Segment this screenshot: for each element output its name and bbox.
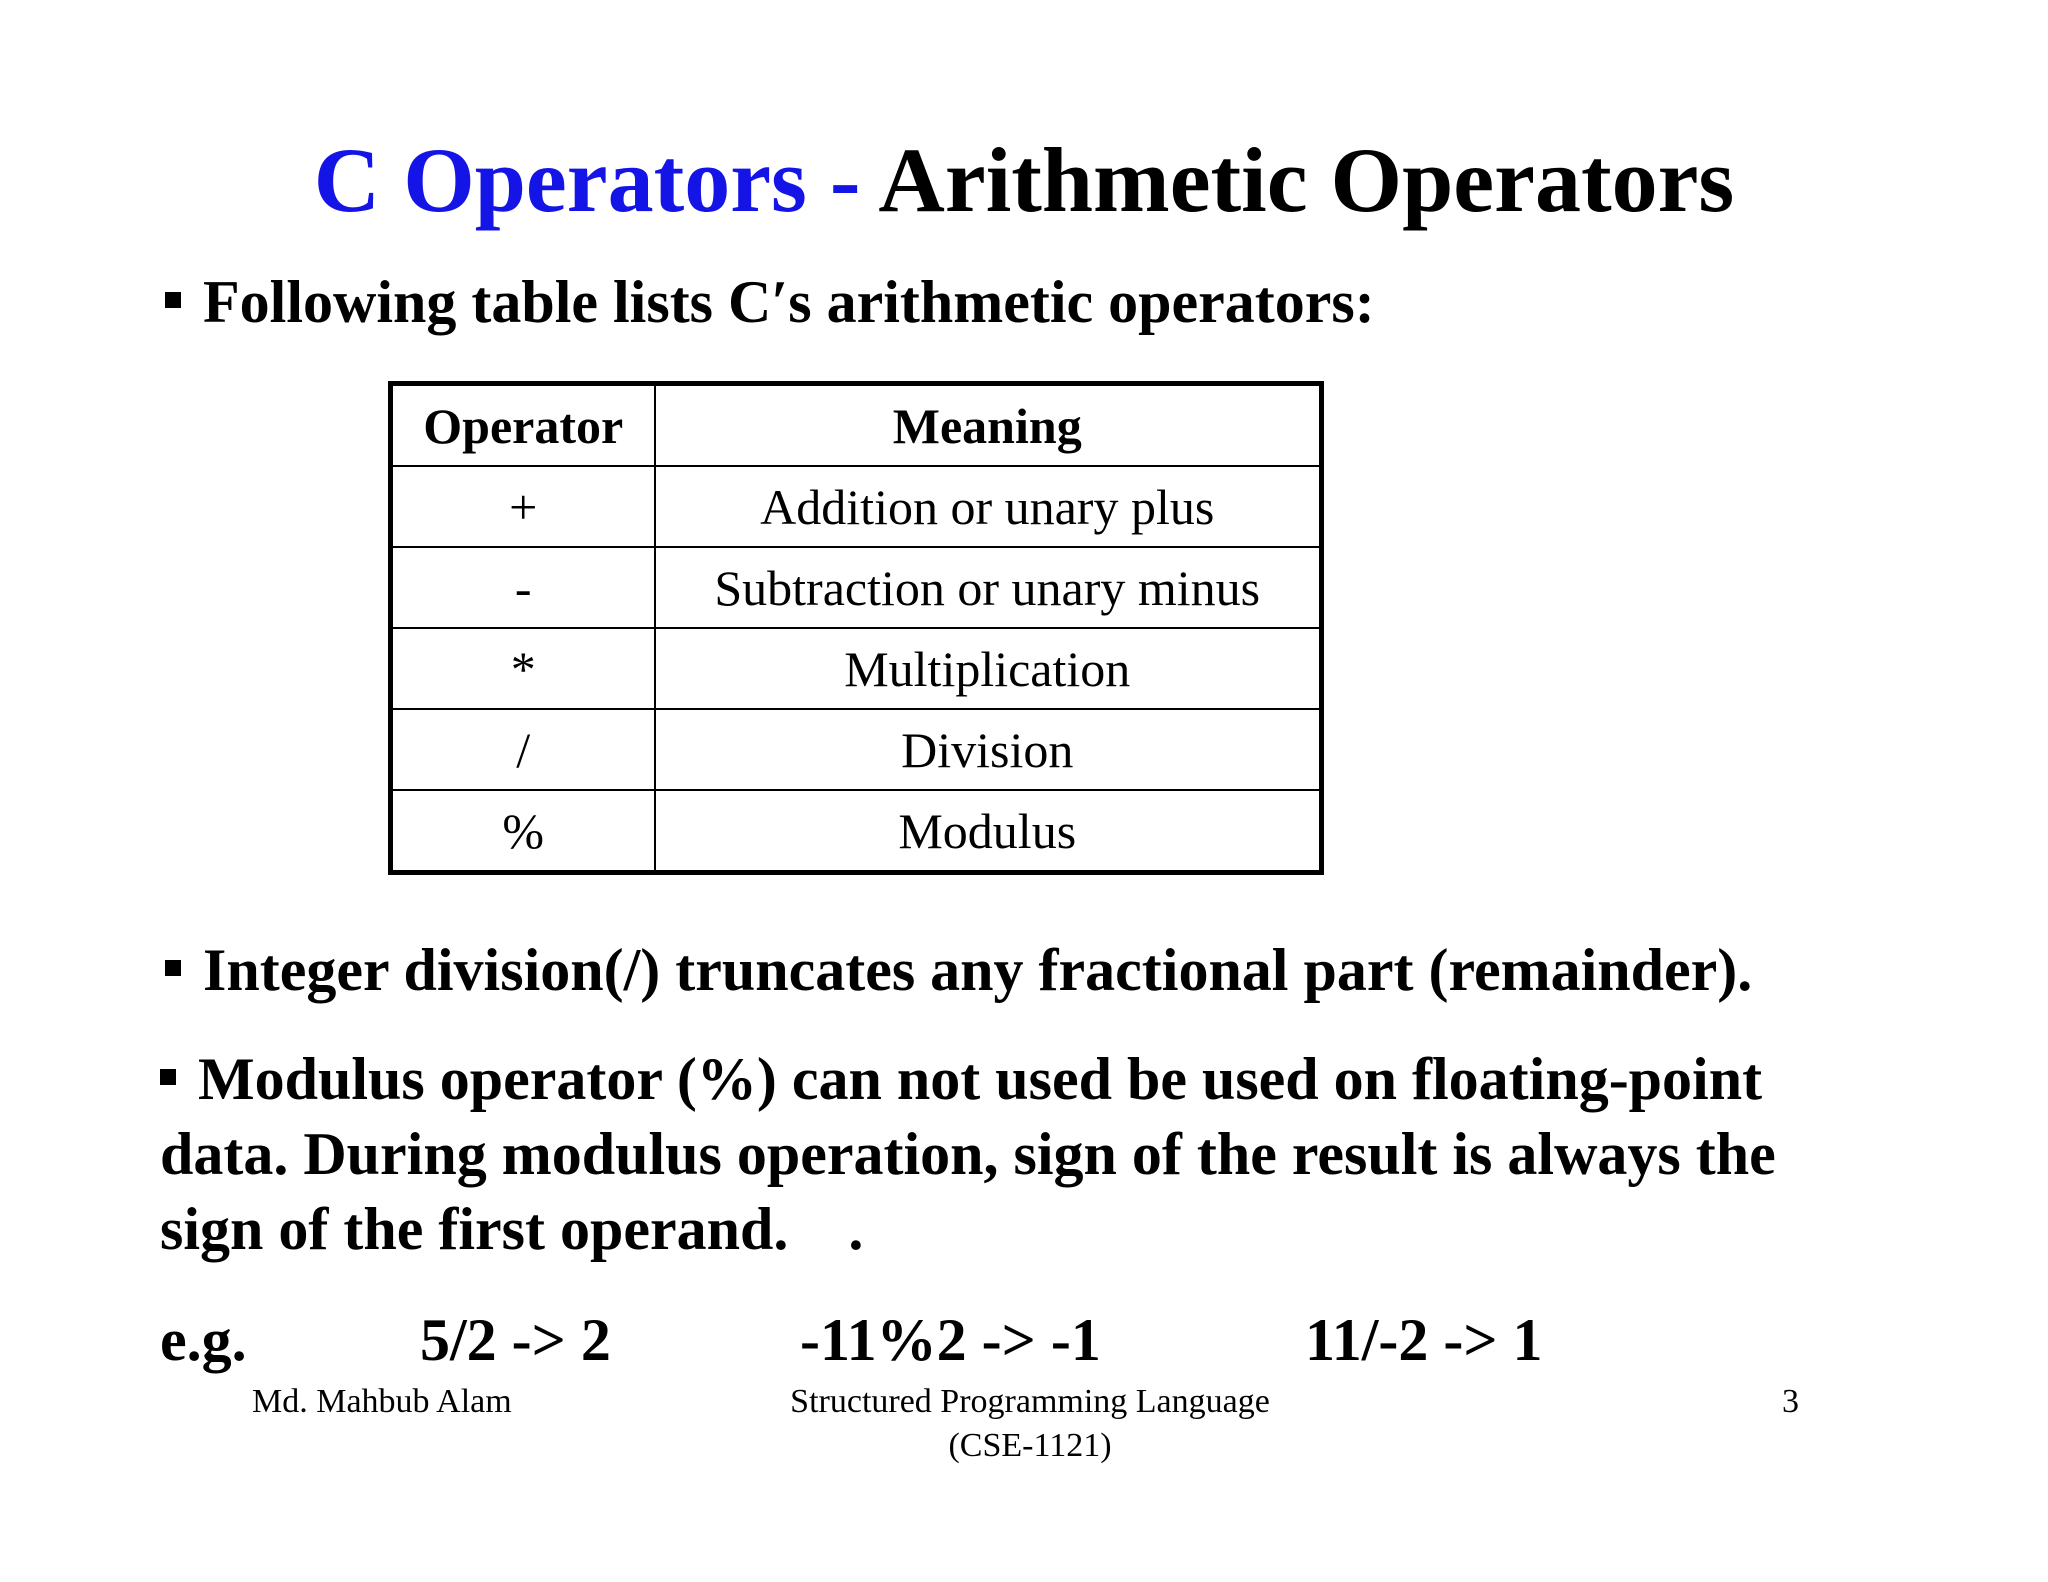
operator-cell: - [391, 547, 655, 628]
bullet-intro-text: Following table lists C′s arithmetic operators: [203, 269, 1375, 335]
modulus-line-2: data. During modulus operation, sign of the result is always the [160, 1121, 1776, 1187]
header-meaning: Meaning [655, 384, 1322, 467]
bullet-integer-division [165, 930, 1752, 1010]
bullet-square-icon [165, 292, 181, 308]
header-operator: Operator [391, 384, 655, 467]
slide-title [0, 125, 2048, 235]
operators-table [388, 381, 1324, 875]
table-row [391, 790, 1322, 873]
footer-author: Md. Mahbub Alam [252, 1383, 512, 1420]
title-separator: - [806, 129, 879, 231]
table-header-row [391, 384, 1322, 467]
table-row [391, 547, 1322, 628]
table-row [391, 709, 1322, 790]
operator-cell: * [391, 628, 655, 709]
bullet-square-icon [160, 1069, 176, 1085]
footer-course-code: (CSE-1121) [948, 1427, 1112, 1464]
meaning-cell: Addition or unary plus [655, 466, 1322, 547]
footer-page-number: 3 [1782, 1383, 1799, 1420]
title-part-c-operators: C Operators [313, 129, 807, 231]
operator-cell: + [391, 466, 655, 547]
footer-course [640, 1380, 1420, 1468]
operator-cell: / [391, 709, 655, 790]
bullet-modulus [160, 1042, 1960, 1267]
modulus-line-1 [160, 1042, 1960, 1117]
modulus-line-1-text: Modulus operator (%) can not used be used on floating-point [198, 1046, 1763, 1112]
meaning-cell: Multiplication [655, 628, 1322, 709]
bullet-intro [165, 262, 1375, 342]
title-part-arithmetic: Arithmetic Operators [878, 129, 1735, 231]
meaning-cell: Division [655, 709, 1322, 790]
footer-course-title: Structured Programming Language [790, 1383, 1270, 1420]
bullet-integer-division-text: Integer division(/) truncates any fractional part (remainder). [203, 937, 1753, 1003]
table-row [391, 628, 1322, 709]
modulus-line-3: sign of the first operand. . [160, 1196, 864, 1262]
meaning-cell: Modulus [655, 790, 1322, 873]
meaning-cell: Subtraction or unary minus [655, 547, 1322, 628]
example-item: 5/2 -> 2 [420, 1307, 611, 1373]
examples-label: e.g. [160, 1307, 247, 1373]
operator-cell: % [391, 790, 655, 873]
example-item: -11%2 -> -1 [800, 1307, 1101, 1373]
bullet-square-icon [165, 960, 181, 976]
example-item: 11/-2 -> 1 [1305, 1307, 1543, 1373]
table-row [391, 466, 1322, 547]
